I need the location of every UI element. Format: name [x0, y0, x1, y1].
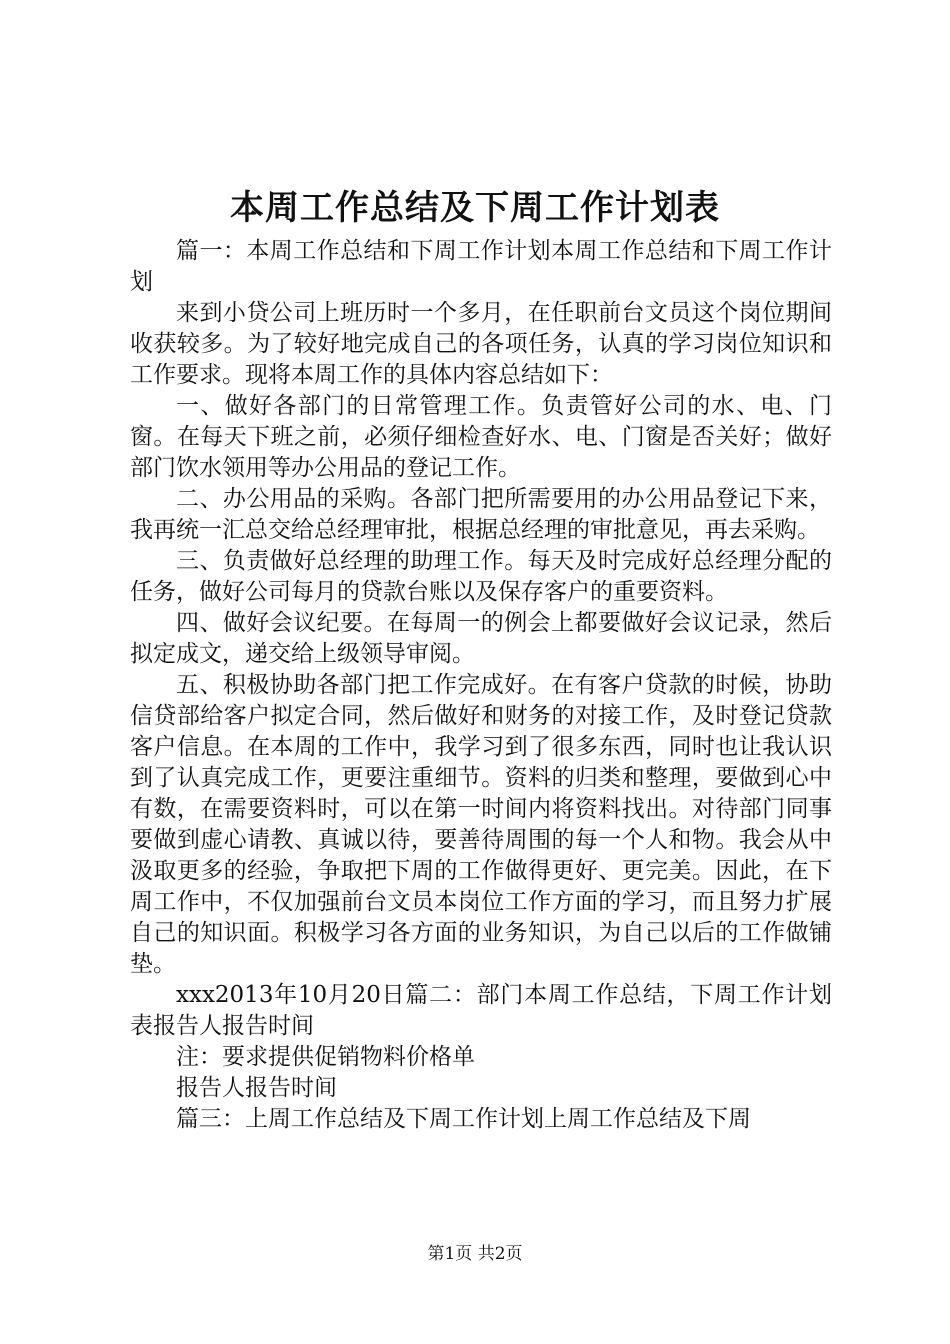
paragraph-item-1: 一、做好各部门的日常管理工作。负责管好公司的水、电、门窗。在每天下班之前，必须仔细检查好水、电、门窗是否关好；做好部门饮水领用等办公用品的登记工作。: [130, 393, 832, 481]
document-body: [130, 236, 832, 1135]
paragraph-reporter: 报告人报告时间: [176, 1075, 337, 1101]
paragraph-item-2: 二、办公用品的采购。各部门把所需要用的办公用品登记下来，我再统一汇总交给总经理审批，根据总经理的审批意见，再去采购。: [130, 486, 832, 543]
page-footer: 第1页 共2页: [427, 1244, 523, 1264]
paragraph-item-3: 三、负责做好总经理的助理工作。每天及时完成好总经理分配的任务，做好公司每月的贷款台账以及保存客户的重要资料。: [130, 548, 832, 605]
paragraph-intro: 篇一：本周工作总结和下周工作计划本周工作总结和下周工作计划: [130, 238, 832, 295]
paragraph-note: 注：要求提供促销物料价格单: [176, 1044, 475, 1070]
document-title: 本周工作总结及下周工作计划表: [230, 188, 720, 228]
paragraph-overview: 来到小贷公司上班历时一个多月，在任职前台文员这个岗位期间收获较多。为了较好地完成自己的各项任务，认真的学习岗位知识和工作要求。现将本周工作的具体内容总结如下：: [130, 300, 832, 388]
paragraph-part-3: 篇三：上周工作总结及下周工作计划上周工作总结及下周: [176, 1106, 751, 1132]
paragraph-part-2: xxx2013年10月20日篇二：部门本周工作总结，下周工作计划表报告人报告时间: [130, 982, 832, 1039]
paragraph-item-5: 五、积极协助各部门把工作完成好。在有客户贷款的时候，协助信贷部给客户拟定合同，然后做好和财务的对接工作，及时登记贷款客户信息。在本周的工作中，我学习到了很多东西，同时也让我认识到了认真完成工作，更要注重细节。资料的归类和整理，要做到心中有数，在需要资料时，可以在第一时间内将资料找出。对待部门同事要做到虚心请教、真诚以待，要善待周围的每一个人和物。我会从中汲取更多的经验，争取把下周的工作做得更好、更完美。因此，在下周工作中，不仅加强前台文员本岗位工作方面的学习，而且努力扩展自己的知识面。积极学习各方面的业务知识，为自己以后的工作做铺垫。: [130, 672, 832, 977]
paragraph-item-4: 四、做好会议纪要。在每周一的例会上都要做好会议记录，然后拟定成文，递交给上级领导审阅。: [130, 610, 832, 667]
